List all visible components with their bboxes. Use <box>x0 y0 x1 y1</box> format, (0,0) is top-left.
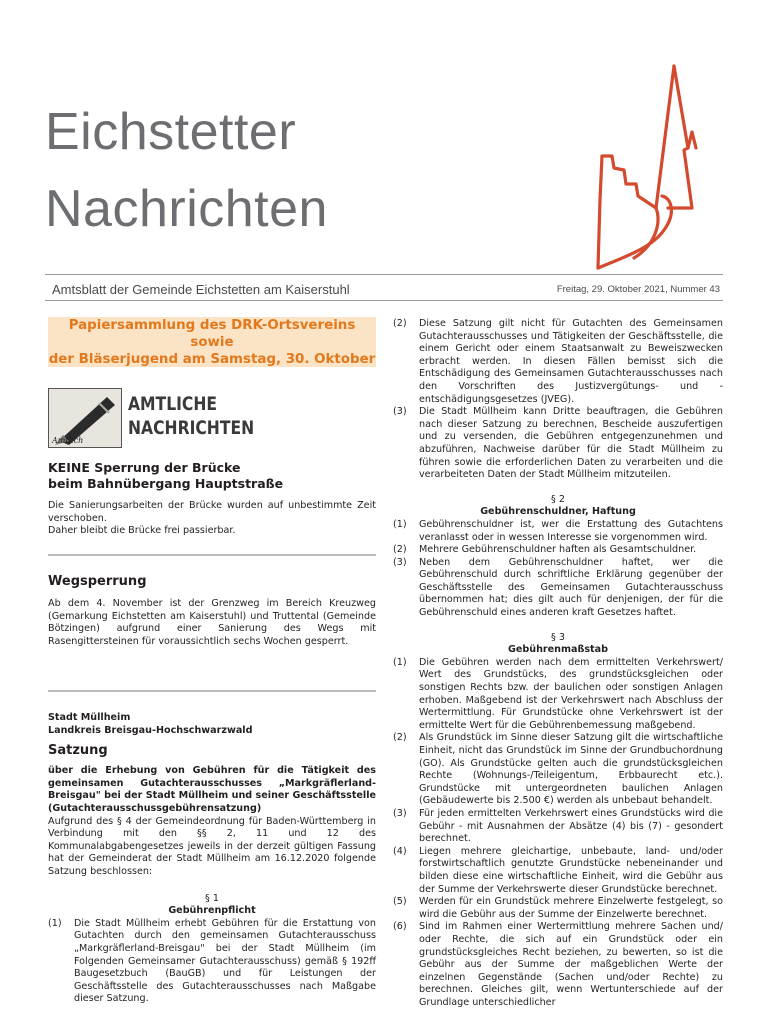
s3-para3 <box>393 808 723 846</box>
s2-para3 <box>393 557 723 620</box>
issue-date: Freitag, 29. Oktober 2021, Nummer 43 <box>556 284 720 295</box>
s3-para4-num: (4) <box>393 845 407 857</box>
announcement-banner <box>48 317 376 367</box>
s2-para3-text: Neben dem Gebührenschuldner haftet, wer die Gebührenschuld durch schriftliche Erklärung gegenüber der Geschäftsstelle des Gemeinsamen Gutachterausschuss übernommen hat; dies gilt auch für denjenigen, der für die Gebührenschuld eines anderen kraft Gesetzes haftet. <box>419 556 723 619</box>
s3-para4-text: Liegen mehrere gleichartige, unbebaute, land- und/oder forstwirtschaftlich genutzte Grundstücke nebeneinander und bilden diese eine wirtschaftliche Einheit, wird die Gebühr aus der Summe der Verkehrswerte dieser Grundstücke berechnet. <box>419 845 723 895</box>
s3-para1 <box>393 657 723 733</box>
s3-para6 <box>393 921 723 1009</box>
s3-para2-num: (2) <box>393 732 407 744</box>
s1-title: Gebührenpflicht <box>168 905 256 917</box>
s3-number: § 3 <box>551 631 565 643</box>
article-bridge-text2: Daher bleibt die Brücke frei passierbar. <box>48 525 236 537</box>
s3-para2-text: Als Grundstück im Sinne dieser Satzung gilt die wirtschaftliche Einheit, nicht das Grundstück im Sinne der Grundbuchordnung (GO). Als Grundstücke gelten auch die grundstücksgleichen Rechte (Wohnungs-/Teileigentum, Erbbaurecht etc.). Grundstücke mit untergeordneten baulichen Anlagen (Gebäudewerte bis 2.500 €) werden als unbebaut behandelt. <box>419 732 723 807</box>
s3-para6-num: (6) <box>393 921 407 933</box>
s3-para4 <box>393 846 723 896</box>
s1-para3-num: (3) <box>393 406 407 418</box>
s1-para2 <box>393 318 723 406</box>
section-divider <box>48 554 376 556</box>
satzung-left <box>48 712 376 1006</box>
article-wegsperrung-text: Ab dem 4. November ist der Grenzweg im Bereich Kreuzweg (Gemarkung Eichstetten am Kaiserstuhl) und Truttental (Gemeinde Bötzingen) aufgrund einer Sanierung des Wegs mit Rasengittersteinen für voraussichtlich sechs Wochen gesperrt. <box>48 598 376 647</box>
amtlich-icon-label: Amtlich <box>52 436 84 445</box>
s1-para2-num: (2) <box>393 318 407 329</box>
masthead-subtitle: Amtsblatt der Gemeinde Eichstetten am Kaiserstuhl <box>52 282 350 297</box>
satzung-intro: Aufgrund des § 4 der Gemeindeordnung für Baden-Württemberg in Verbindung mit den §§ 2, 11 und 12 des Kommunalabgabengesetzes jeweils in der derzeit gültigen Fassung hat der Gemeinderat der Stadt Müllheim am 16.12.2020 folgende Satzung beschlossen: <box>48 815 376 877</box>
masthead-bottom-rule <box>45 300 723 301</box>
s3-para5-num: (5) <box>393 896 407 908</box>
s2-para1-num: (1) <box>393 518 407 530</box>
masthead-title-line1: Eichstetter <box>45 103 297 161</box>
s3-para5 <box>393 896 723 921</box>
satzung-authority2: Landkreis Breisgau-Hochschwarzwald <box>48 724 253 736</box>
s2-para1-text: Gebührenschuldner ist, wer die Erstattung des Gutachtens veranlasst oder in wessen Interesse sie vorgenommen wird. <box>419 518 723 543</box>
s1-para2-text: Diese Satzung gilt nicht für Gutachten des Gemeinsamen Gutachterausschusses und Tätigkeiten der Geschäftsstelle, die einem Gericht oder einem Staatsanwalt zu Beweiszwecken erbracht werden. In diesen Fällen bemisst sich die Entschädigung des Gemeinsamen Gutachterausschusses nach den Vorschriften des Justizvergütungs- und -entschädigungsgesetzes (JVEG). <box>419 318 723 405</box>
town-logo-icon <box>592 58 722 283</box>
s2-title: Gebührenschuldner, Haftung <box>480 506 636 518</box>
satzung-right <box>393 318 723 1009</box>
s1-para3-text: Die Stadt Müllheim kann Dritte beauftragen, die Gebühren nach dieser Satzung zu berechnen, Bescheide auszufertigen und zu versenden, die Gebühren entgegenzunehmen und abzuführen, Nachweise darüber für die Stadt Müllheim zu führen sowie die erforderlichen Daten zu verarbeiten und die verarbeiteten Daten der Stadt Müllheim mitzuteilen. <box>419 406 723 481</box>
article-bridge <box>48 460 376 538</box>
s2-number: § 2 <box>551 493 565 505</box>
s3-para3-num: (3) <box>393 807 407 819</box>
s3-para1-num: (1) <box>393 656 407 668</box>
s1-para1 <box>48 918 376 1006</box>
amtliche-heading-line1: AMTLICHE <box>128 393 218 415</box>
s1-para3 <box>393 406 723 482</box>
s3-para5-text: Werden für ein Grundstück mehrere Einzelwerte festgelegt, so wird die Gebühr aus der Summe der Einzelwerte berechnet. <box>419 896 723 920</box>
article-wegsperrung-heading: Wegsperrung <box>48 574 147 589</box>
satzung-bold-intro: über die Erhebung von Gebühren für die Tätigkeit des gemeinsamen Gutachterausschusses „Markgräflerland-Breisgau" bei der Stadt Müllheim und seiner Geschäftsstelle (Gutachterausschussgebührensatzung) <box>48 765 376 814</box>
masthead-title-line2: Nachrichten <box>45 180 328 238</box>
amtliche-nachrichten-header <box>48 388 376 450</box>
s3-title: Gebührenmaßstab <box>508 644 608 656</box>
fountain-pen-icon <box>48 388 122 448</box>
s3-para2 <box>393 732 723 808</box>
banner-line2: der Bläserjugend am Samstag, 30. Oktober <box>48 351 376 367</box>
s3-para3-text: Für jeden ermittelten Verkehrswert eines Grundstücks wird die Gebühr - mit Ausnahmen der Absätze (4) bis (7) - gesondert berechnet. <box>419 807 723 845</box>
article-bridge-heading-line2: beim Bahnübergang Hauptstraße <box>48 476 284 491</box>
s1-para1-num: (1) <box>48 917 62 929</box>
masthead-top-rule <box>45 274 723 275</box>
satzung-authority1: Stadt Müllheim <box>48 712 131 723</box>
article-wegsperrung <box>48 574 376 648</box>
s2-para2 <box>393 544 723 557</box>
s2-para3-num: (3) <box>393 556 407 568</box>
s1-number: § 1 <box>205 892 219 904</box>
s2-para1 <box>393 519 723 544</box>
s2-para2-num: (2) <box>393 544 407 556</box>
amtliche-heading-line2: NACHRICHTEN <box>128 417 255 439</box>
article-bridge-heading-line1: KEINE Sperrung der Brücke <box>48 460 241 475</box>
satzung-heading: Satzung <box>48 743 108 759</box>
s1-para1-text: Die Stadt Müllheim erhebt Gebühren für die Erstattung von Gutachten durch den gemeinsamen Gutachterausschuss „Markgräflerland-Breisgau" bei der Stadt Müllheim (im Folgenden Gemeinsamer Gutachterausschuss) gemäß § 192ff Baugesetzbuch (BauGB) und für Leistungen der Geschäftsstelle des Gutachterausschusses nach Maßgabe dieser Satzung. <box>74 917 376 1005</box>
s3-para1-text: Die Gebühren werden nach dem ermittelten Verkehrswert/ Wert des Grundstücks, des grundstücksgleichen oder sonstigen Rechts bzw. der baulichen oder sonstigen Anlagen erhoben. Maßgebend ist der Verkehrswert nach Abschluss der Wertermittlung. Für Grundstücke ohne Verkehrswert ist der ermittelte Wert für die Gebührenbemessung maßgebend. <box>419 656 723 731</box>
s2-para2-text: Mehrere Gebührenschuldner haften als Gesamtschuldner. <box>419 544 697 556</box>
section-divider-2 <box>48 690 376 692</box>
banner-line1: Papiersammlung des DRK-Ortsvereins sowie <box>68 317 356 350</box>
article-bridge-text1: Die Sanierungsarbeiten der Brücke wurden auf unbestimmte Zeit verschoben. <box>48 500 376 524</box>
s3-para6-text: Sind im Rahmen einer Wertermittlung mehrere Sachen und/ oder Rechte, die sich auf ein Grundstück oder ein grundstücksgleiches Recht beziehen, zu bewerten, so ist die Gebühr aus der Summe der maßgeblichen Werte der einzelnen Gegenstände (Sachen und/oder Rechte) zu berechnen. Gleiches gilt, wenn Wertunterschiede auf der Grundlage unterschiedlicher <box>419 921 723 1008</box>
